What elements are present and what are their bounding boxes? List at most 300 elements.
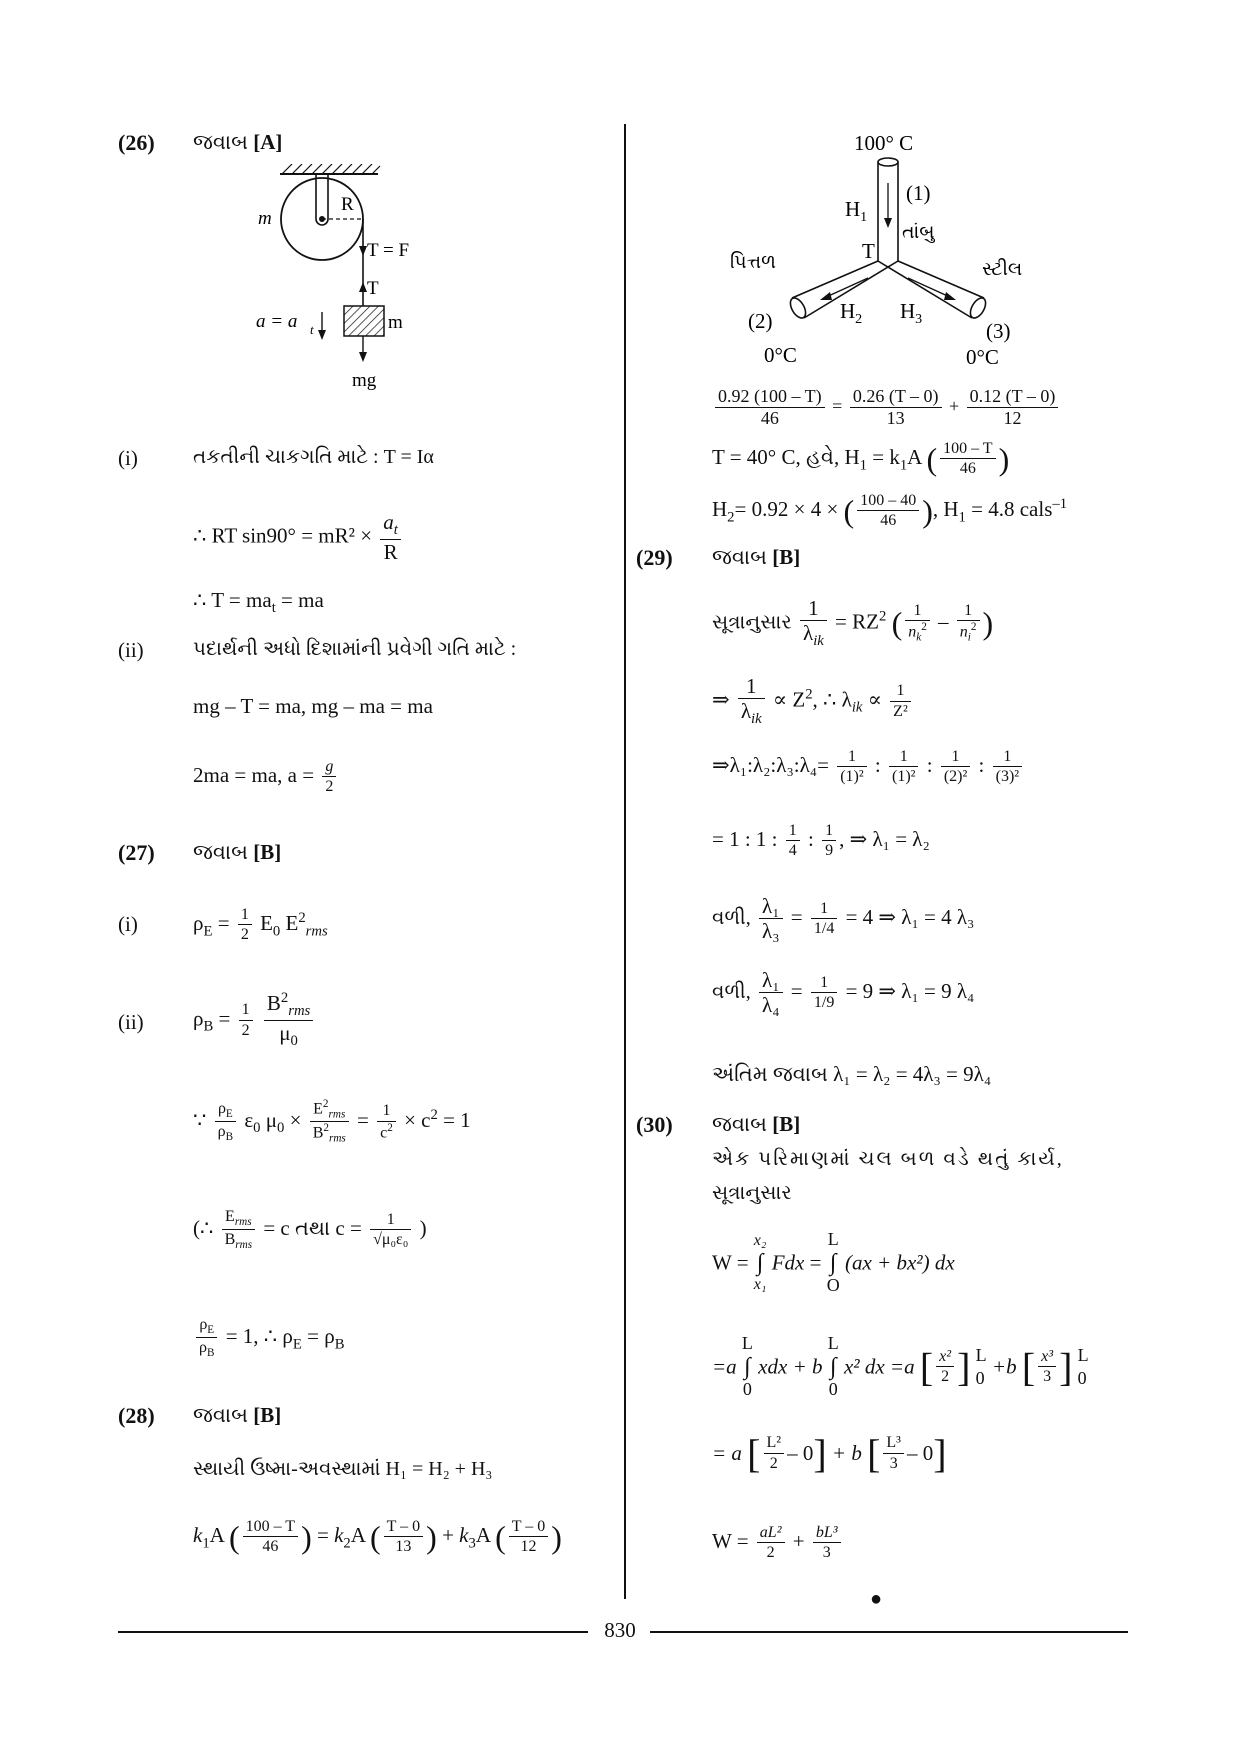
q29-formula: સૂત્રાનુસાર $\frac{1}{\lambda_{ik}}$ = $RZ^2$ ( $\frac{1}{n_k^2}$ – $\frac{1}{n_i^2}$ ) (712, 596, 994, 650)
fig-mg-label: mg (352, 370, 377, 391)
q30-line2: સૂત્રાનુસાર (712, 1182, 792, 1204)
r1-frac2 (310, 1098, 349, 1146)
answer-label: જવાબ (193, 1403, 248, 1427)
r6-eq: = (790, 978, 803, 1003)
r5-frac (759, 894, 783, 944)
r5-den: λ₃ (762, 919, 780, 944)
q28-number: (28) (118, 1403, 155, 1428)
r3-colon-1: : (874, 753, 881, 778)
f2-num: E (313, 1100, 323, 1118)
r1-frac3 (377, 1102, 396, 1142)
fig-a-label: a = a (256, 311, 298, 332)
q27-ratio-eq (193, 1098, 471, 1146)
k2-sub: 2 (343, 1535, 351, 1552)
eq4-prefix: 2ma = ma, a = (193, 763, 315, 788)
r1-a-num: 1 (905, 602, 930, 621)
q28-heat-eq: $k_1A$ ( $\frac{100 - T}{46}$ ) = $k_2A$ ( $\frac{T - 0}{13}$ ) + $k_3A$ ( $\frac{T - 0}{12}$ ) (193, 1518, 562, 1556)
r4-a-den: 4 (788, 842, 797, 860)
r2-f2-num: 1 (370, 1211, 411, 1230)
r5-g-num: 1 (811, 900, 837, 919)
r2-mid: = k (866, 445, 900, 470)
page-number: 830 (604, 1618, 636, 1642)
half-den: 2 (241, 1021, 250, 1039)
f3-den: c (380, 1123, 388, 1141)
r3-mid: = 0.92 × 4 × (734, 497, 839, 522)
r2-f2-den: Z² (893, 702, 908, 720)
r2-f1-den-sub: rms (235, 1239, 253, 1252)
r1-mu-sub: 0 (277, 1120, 285, 1137)
r4-a (786, 822, 800, 861)
w3-plus: + b (831, 1441, 862, 1465)
w1-int1: x₂ ∫ x₁ (753, 1232, 767, 1294)
ii-den-sub: 0 (290, 1033, 298, 1050)
f1-num: ρ (217, 1099, 226, 1117)
r3-b-num: 1 (889, 748, 918, 767)
pulley-diagram (240, 164, 480, 434)
fig-zero-left: 0°C (764, 343, 797, 367)
w2-body2: x² dx =a (843, 1354, 915, 1379)
q29-r1-a (905, 602, 930, 645)
fig-H2: $H_2$ (840, 299, 863, 327)
w2-pre: =a (712, 1354, 737, 1379)
q30-line1: એક પરિમાણમાં ચલ બળ વડે થતું કાર્ય, (712, 1148, 1064, 1170)
f3-den-sup: 2 (387, 1121, 393, 1134)
q27-number: (27) (118, 840, 155, 865)
w2-b2-den: 3 (1043, 1368, 1052, 1386)
w2-int-a-top: L (741, 1333, 753, 1353)
half-num: 1 (238, 906, 252, 925)
f1-den: ρ (217, 1122, 226, 1140)
q26-ii-label: (ii) (118, 638, 144, 662)
q30-answer (712, 1112, 800, 1137)
r1-minus: – (938, 609, 949, 634)
because-symbol: ∵ (193, 1107, 207, 1132)
w2-body1: xdx + b (758, 1354, 823, 1379)
w4-a (757, 1524, 785, 1563)
answer-option: [B] (772, 1112, 801, 1136)
q29-lambda4 (712, 968, 974, 1018)
r3-tail2-sub: B (334, 1336, 345, 1353)
q28-f2-den: 13 (395, 1538, 412, 1556)
w2-int-a-bot: 0 (742, 1379, 752, 1400)
r2-f1-num-sub: rms (234, 1216, 252, 1229)
fig-R-label: R (341, 194, 354, 215)
footer-rule-left (118, 1631, 588, 1633)
w3-minus-a: – 0 (787, 1441, 814, 1465)
r3-b-den: (1)² (892, 768, 916, 786)
r1-lhs-den: λ (803, 621, 814, 646)
r3-a-den: (1)² (840, 768, 864, 786)
q28-f3-num: T – 0 (509, 1518, 548, 1537)
q28-frac3 (509, 1518, 548, 1557)
q30-number: (30) (636, 1112, 673, 1137)
q26-eq2 (193, 588, 324, 617)
r1-mu: μ (260, 1107, 278, 1132)
w2-int-b-bot: 0 (828, 1379, 838, 1400)
r3-c (941, 748, 970, 787)
q29-values (712, 822, 930, 861)
q29-lambda3 (712, 894, 974, 944)
int2-bot: O (826, 1275, 840, 1296)
q29-proportional (712, 674, 914, 729)
r1-f1-num: 0.92 (100 – T) (715, 386, 825, 408)
f2-num-sub: rms (328, 1108, 346, 1121)
r1-f3-num: 0.12 (T – 0) (967, 386, 1059, 408)
r3-a (837, 748, 866, 787)
r3-tail2-sup: –1 (1052, 496, 1068, 513)
r1-epsilon: ε (244, 1107, 254, 1132)
r1-lhs-den-sub: ik (813, 633, 824, 650)
q27-ii-label: (ii) (118, 1010, 144, 1034)
ii-num-sub: rms (288, 1003, 311, 1020)
r4-pre: = 1 : 1 : (712, 827, 778, 852)
w2-lim2-bot: 0 (1077, 1368, 1087, 1388)
r2-f2-num: 1 (890, 682, 911, 701)
r2-f2-den: √μ₀ε₀ (373, 1231, 409, 1249)
r1-b-den-sup: 2 (970, 621, 977, 634)
A2: A (350, 1523, 365, 1548)
r1-tail-sup: 2 (430, 1106, 438, 1123)
r2-mid-sup: 2 (805, 686, 813, 703)
r2-mid2-sub: ik (851, 699, 863, 716)
int2-top: L (827, 1229, 839, 1249)
r1-times: × (284, 1107, 302, 1132)
w3-a-num: L² (764, 1434, 785, 1453)
r5-eq: = (790, 904, 803, 929)
half-num: 1 (239, 1001, 253, 1020)
q28-f1-num: 100 – T (243, 1518, 298, 1537)
q26-eq1 (193, 510, 404, 565)
f2-den-sub: rms (328, 1132, 346, 1145)
r3-d-num: 1 (993, 748, 1022, 767)
column-divider (624, 124, 626, 1599)
w2-b2 (1038, 1348, 1056, 1387)
r1-a-den-sup: 2 (921, 621, 927, 634)
r1-b-num: 1 (957, 602, 980, 621)
r6-g-num: 1 (811, 974, 837, 993)
fig-copper: તાંબુ (902, 222, 935, 243)
eq1-num-sub: t (393, 522, 398, 539)
w2-b2-num: x³ (1038, 1348, 1056, 1367)
q26-ii-text: પદાર્થની અધો દિશામાંની પ્રવેગી ગતિ માટે : (193, 638, 517, 660)
r3-colon-2: : (926, 753, 933, 778)
r2-num: 1 (738, 674, 765, 699)
f2-den: B (312, 1124, 324, 1142)
r1-a-den: n (908, 623, 917, 641)
eq4-fraction (322, 758, 336, 797)
q26-eq4 (193, 758, 339, 797)
r3-tail-sub: E (292, 1336, 302, 1353)
answer-option: [B] (253, 840, 282, 864)
r3-tail: = 1, ∴ ρ (225, 1324, 293, 1349)
eq1-fraction (380, 510, 401, 565)
q29-r1-b (957, 602, 980, 645)
eq2-post: = ma (275, 588, 324, 612)
q28-r1-f2 (850, 386, 942, 429)
r5-pre: વળી, (712, 906, 751, 929)
r3-den: ρ (199, 1339, 207, 1357)
q27-i-eq (193, 906, 328, 945)
fig-steel: સ્ટીલ (982, 259, 1023, 280)
w4-b (813, 1524, 841, 1563)
r2-mid2: , ∴ λ (812, 687, 852, 712)
fig-top-temp: 100° C (854, 131, 914, 155)
r3-tail-sub: 1 (958, 509, 966, 526)
int1-bot: x₁ (753, 1276, 767, 1294)
r2-den-sub: ik (751, 711, 762, 728)
w4-a-den: 2 (766, 1544, 775, 1562)
w3-b (883, 1434, 904, 1473)
q29-r2-frac2 (890, 682, 911, 721)
footer-rule-right (650, 1631, 1128, 1633)
q28-line1: સ્થાયી ઉષ્મા-અવસ્થામાં H₁ = H₂ + H₃ (193, 1458, 493, 1480)
q27-result-eq (193, 1316, 345, 1361)
q30-work-result (712, 1524, 844, 1563)
q30-work-eval: = a [ $\frac{\text{L²}}{2}$ – 0] + b [ $\frac{\text{L³}}{3}$ – 0] (712, 1431, 947, 1476)
r4-a-num: 1 (786, 822, 800, 841)
q27-answer (193, 840, 281, 865)
r6-g-den: 1/9 (813, 994, 835, 1012)
w1-pre: W = (712, 1250, 749, 1275)
r3-c-den: (2)² (943, 768, 968, 786)
i-rhs: E (260, 911, 273, 936)
w1-eq: = (809, 1250, 822, 1275)
w2-int-a: L ∫ 0 (741, 1333, 753, 1400)
w2-lim1-top: L (975, 1344, 987, 1365)
fig-three: (3) (986, 319, 1011, 343)
r3-sub: 2 (727, 509, 735, 526)
end-bullet-icon: ● (870, 1588, 883, 1610)
ii-lhs: ρ (193, 1006, 204, 1031)
r2-A: A (907, 445, 922, 470)
q28-r2-frac (940, 440, 995, 479)
r1-epsilon-sub: 0 (253, 1120, 261, 1137)
r3-num: ρ (199, 1316, 208, 1333)
q28-f1-den: 46 (262, 1538, 279, 1556)
r3-c-num: 1 (941, 748, 970, 767)
r5-g-den: 1/4 (813, 920, 835, 938)
i-lhs-sub: E (203, 923, 213, 940)
r6-num: λ₁ (759, 968, 783, 993)
i-lhs: ρ (193, 911, 204, 936)
q28-numeric-eq: $\frac{0.92 (100 - T)}{46}$ = $\frac{0.26 (T - 0)}{13}$ + $\frac{0.12 (T - 0)}{12}$ (712, 386, 1061, 429)
q28-eq: = (311, 1523, 335, 1548)
fig-mblock-label: m (388, 312, 403, 333)
r1-tail: × c (404, 1107, 431, 1132)
w3-pre: = a (712, 1441, 742, 1465)
r2-mid: ∝ Z (772, 687, 806, 712)
q29-r2-frac (738, 674, 765, 729)
w3-a (764, 1434, 785, 1473)
r1-b-den-sub: i (967, 631, 971, 644)
ii-lhs-sub: B (203, 1018, 214, 1035)
ii-num: B (266, 991, 281, 1015)
w2-lim1-bot: 0 (975, 1368, 985, 1388)
q30-work-split: =a L ∫ 0 xdx + b L ∫ 0 x² dx =a [ $\frac{\text{x²}}{2}$ ] L 0 +b [ $\frac{\text{x³}}{3}$ ] L 0 (712, 1333, 1089, 1400)
eq1-prefix: ∴ RT sin90° = mR² × (193, 523, 373, 548)
answer-label: જવાબ (712, 545, 767, 569)
w2-int-b-top: L (827, 1333, 839, 1353)
q28-frac1 (243, 1518, 298, 1557)
r1-a-den-sub: k (916, 631, 922, 644)
r2-mid3: ∝ (862, 687, 888, 712)
w2-plus: +b (991, 1354, 1017, 1379)
answer-label: જવાબ (193, 130, 248, 154)
w2-int-b: L ∫ 0 (827, 1333, 839, 1400)
fig-H1: $H_1$ (845, 197, 868, 225)
r1-f1-den: 46 (760, 407, 779, 428)
r3-tail2: = 4.8 cals (965, 497, 1053, 522)
r3-d-den: (3)² (995, 768, 1020, 786)
r2-sub: 1 (859, 457, 867, 474)
answer-option: [A] (253, 130, 283, 154)
r5-tail: = 4 ⇒ λ₁ = 4 λ₃ (845, 904, 975, 929)
f3-num: 1 (377, 1102, 396, 1121)
r3-d (993, 748, 1022, 787)
ii-num-sup: 2 (280, 990, 289, 1006)
A1: A (209, 1523, 224, 1548)
r6-den: λ₄ (762, 993, 780, 1018)
r1-equals: = (357, 1107, 369, 1132)
i-rhs2-sub: rms (305, 923, 328, 940)
fig-brass: પિત્તળ (730, 252, 776, 273)
r2-arrow: ⇒ (712, 687, 730, 712)
r2-frac2 (370, 1211, 411, 1250)
int2-body: (ax + bx²) dx (844, 1250, 955, 1275)
r2-mid-sub: 1 (899, 457, 908, 474)
k3: k (459, 1523, 469, 1548)
q28-temp-eq: T = 40° C, હવે, $H_1 = k_1A$ ( $\frac{100 - T}{46}$ ) (712, 440, 1010, 478)
r6-pre: વળી, (712, 980, 751, 1003)
w2-b1-num: x² (936, 1348, 954, 1367)
q26-number: (26) (118, 130, 155, 155)
w1-int2: L ∫ O (826, 1229, 840, 1296)
fig-T-label: T (367, 278, 379, 299)
fig-H3: $H_3$ (900, 299, 923, 327)
q29-ratio (712, 748, 1025, 787)
fig-zero-right: 0°C (966, 345, 999, 369)
q27-i-label: (i) (118, 912, 138, 936)
int1-body: Fdx (771, 1250, 805, 1275)
w2-lim-2 (1078, 1344, 1089, 1391)
fig-TF-label: T = F (367, 240, 410, 261)
w4-b-num: bL³ (813, 1524, 841, 1543)
f1-num-sub: E (225, 1108, 233, 1121)
q27-speed-eq (193, 1208, 427, 1253)
w3-b-num: L³ (883, 1434, 904, 1453)
q26-eq3: mg – T = ma, mg – ma = ma (193, 694, 433, 718)
eq4-den: 2 (325, 778, 334, 796)
eq1-den: R (383, 540, 398, 565)
q29-number: (29) (636, 545, 673, 570)
eq4-num: g (322, 758, 336, 777)
w2-lim2-top: L (1077, 1344, 1089, 1365)
r2-f1-num: E (225, 1208, 235, 1225)
r4-b-den: 9 (825, 842, 834, 860)
r1-f2-den: 13 (886, 407, 905, 428)
q26-i-label: (i) (118, 446, 138, 470)
int1-top: x₂ (753, 1232, 767, 1250)
eq1-num: a (383, 510, 394, 534)
r3-colon-3: : (978, 753, 985, 778)
i-equals: = (212, 911, 230, 936)
r4-b-num: 1 (822, 822, 836, 841)
answer-label: જવાબ (712, 1112, 767, 1136)
r1-b-den: n (959, 623, 968, 641)
i-half (238, 906, 252, 945)
r3-tail: , H (932, 497, 959, 522)
fig-two: (2) (748, 309, 773, 333)
r1-f3-den: 12 (1003, 407, 1022, 428)
ii-half (239, 1001, 253, 1040)
k1: k (193, 1523, 203, 1548)
q28-H2-eq: $H_2= 0.92 \times 4$ × ( $\frac{100 - 40}{46}$ ), $H_1 = 4.8$ cals$^{-1}$ (712, 492, 1068, 530)
w4-a-num: aL² (757, 1524, 785, 1543)
r6-frac2 (811, 974, 837, 1013)
rod-junction-diagram (720, 128, 1120, 378)
r4-mid: : (808, 827, 814, 852)
r1-frac1 (215, 1100, 236, 1145)
w2-lim-1 (976, 1344, 987, 1391)
i-rhs-sub: 0 (272, 923, 281, 940)
r6-frac (759, 968, 783, 1018)
r6-tail: = 9 ⇒ λ₁ = 9 λ₄ (845, 978, 975, 1003)
r3-tail2: = ρ (301, 1324, 335, 1349)
k2: k (334, 1523, 344, 1548)
q28-answer (193, 1403, 281, 1428)
q28-r3-frac (857, 492, 919, 531)
r2-frac-num: 100 – T (940, 440, 995, 459)
half-den: 2 (240, 926, 249, 944)
q26-i-text: તકતીની ચાકગતિ માટે : T = Iα (193, 446, 434, 468)
q28-plus: + (436, 1523, 460, 1548)
answer-option: [B] (772, 545, 801, 569)
f2-den-sup: 2 (323, 1122, 329, 1135)
f1-den-sub: B (225, 1131, 234, 1144)
fig-m-label: m (258, 208, 272, 229)
w3-minus-b: – 0 (906, 1441, 934, 1465)
r3-a-num: 1 (837, 748, 866, 767)
r1-lhs-num: 1 (800, 596, 827, 621)
r3-pre: H (712, 497, 728, 522)
r2-open: (∴ (193, 1216, 214, 1241)
w2-b1-den: 2 (941, 1368, 950, 1386)
q30-work-integral (712, 1230, 955, 1296)
r2-mid: = c તથા c = (263, 1216, 362, 1241)
r4-tail: , ⇒ λ₁ = λ₂ (839, 827, 930, 852)
w2-b1 (936, 1348, 954, 1387)
r3-frac-den: 46 (880, 512, 897, 530)
w4-pre: W = (712, 1529, 749, 1554)
ii-den: μ (279, 1021, 291, 1046)
fig-one: (1) (906, 181, 931, 205)
w4-plus: + (792, 1529, 805, 1554)
fig-T: T (862, 239, 875, 263)
r3-pre: ⇒λ₁:λ₂:λ₃:λ₄= (712, 753, 829, 778)
ii-fraction (264, 990, 313, 1051)
r3-den-sub: B (206, 1347, 215, 1360)
q28-r1-f3 (967, 386, 1059, 429)
r1-mid: = RZ (835, 609, 879, 634)
r1-f2-num: 0.26 (T – 0) (850, 386, 942, 408)
r2-frac-den: 46 (959, 460, 976, 478)
f2-num-sup: 2 (322, 1098, 329, 1110)
fig-at-sub: t (310, 322, 314, 337)
r2-frac1 (222, 1208, 255, 1253)
w3-b-den: 3 (889, 1454, 898, 1472)
q28-f2-num: T – 0 (384, 1518, 423, 1537)
r1-mid-sup: 2 (878, 608, 887, 625)
